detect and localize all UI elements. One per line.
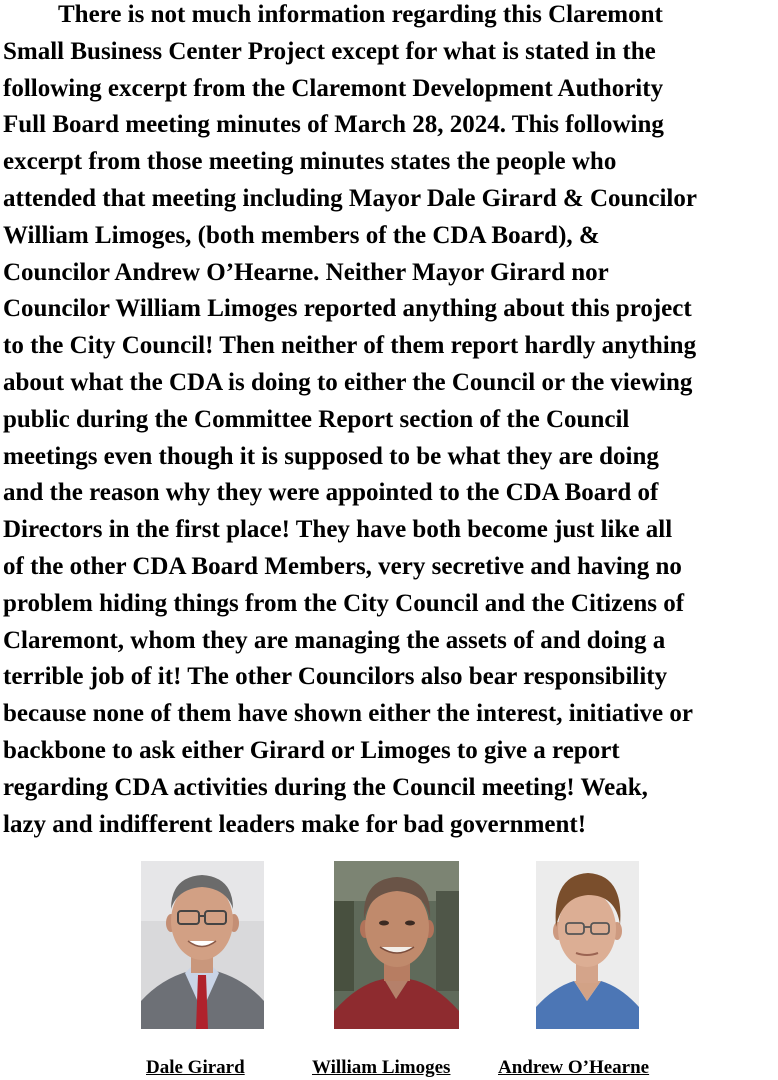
paragraph-line: problem hiding things from the City Council and the Citizens of: [3, 589, 685, 617]
paragraph-line: Claremont, whom they are managing the assets of and doing a: [3, 626, 666, 654]
paragraph-line: attended that meeting including Mayor Dale Girard & Councilor: [3, 184, 697, 212]
paragraph-line: Full Board meeting minutes of March 28, 2024. This following: [3, 111, 664, 139]
caption-william-limoges: William Limoges: [312, 1057, 451, 1078]
article-text: [3, 0, 778, 843]
caption-andrew-ohearne: Andrew O’Hearne: [498, 1057, 650, 1078]
paragraph-line: Councilor Andrew O’Hearne. Neither Mayor Girard nor: [3, 258, 609, 286]
caption-dale-girard: Dale Girard: [146, 1057, 245, 1078]
paragraph-line: and the reason why they were appointed to the CDA Board of: [3, 479, 659, 507]
paragraph-line: public during the Committee Report section of the Council: [3, 405, 630, 433]
paragraph-line: Small Business Center Project except for what is stated in the: [3, 37, 656, 65]
paragraph-line: terrible job of it! The other Councilors also bear responsibility: [3, 663, 668, 691]
paragraph-line: William Limoges, (both members of the CDA Board), &: [3, 221, 600, 249]
paragraph-line: excerpt from those meeting minutes states the people who: [3, 148, 617, 176]
paragraph-line: There is not much information regarding this Claremont: [58, 1, 663, 28]
portrait-william-limoges: [334, 861, 459, 1029]
paragraph-line: Councilor William Limoges reported anything about this project: [3, 295, 692, 323]
paragraph-line: backbone to ask either Girard or Limoges to give a report: [3, 736, 620, 764]
paragraph-line: to the City Council! Then neither of them report hardly anything: [3, 332, 697, 360]
portrait-dale-girard: [141, 861, 264, 1029]
paragraph-line: Directors in the first place! They have both become just like all: [3, 516, 673, 544]
portrait-andrew-ohearne: [536, 861, 639, 1029]
paragraph-line: following excerpt from the Claremont Development Authority: [3, 74, 664, 102]
paragraph-line: because none of them have shown either the interest, initiative or: [3, 700, 693, 728]
paragraph-line: of the other CDA Board Members, very secretive and having no: [3, 552, 682, 580]
paragraph-line: meetings even though it is supposed to be what they are doing: [3, 442, 659, 470]
paragraph-line: about what the CDA is doing to either the Council or the viewing: [3, 368, 693, 396]
paragraph-line: lazy and indifferent leaders make for bad government!: [3, 810, 587, 838]
paragraph-line: regarding CDA activities during the Council meeting! Weak,: [3, 773, 648, 801]
